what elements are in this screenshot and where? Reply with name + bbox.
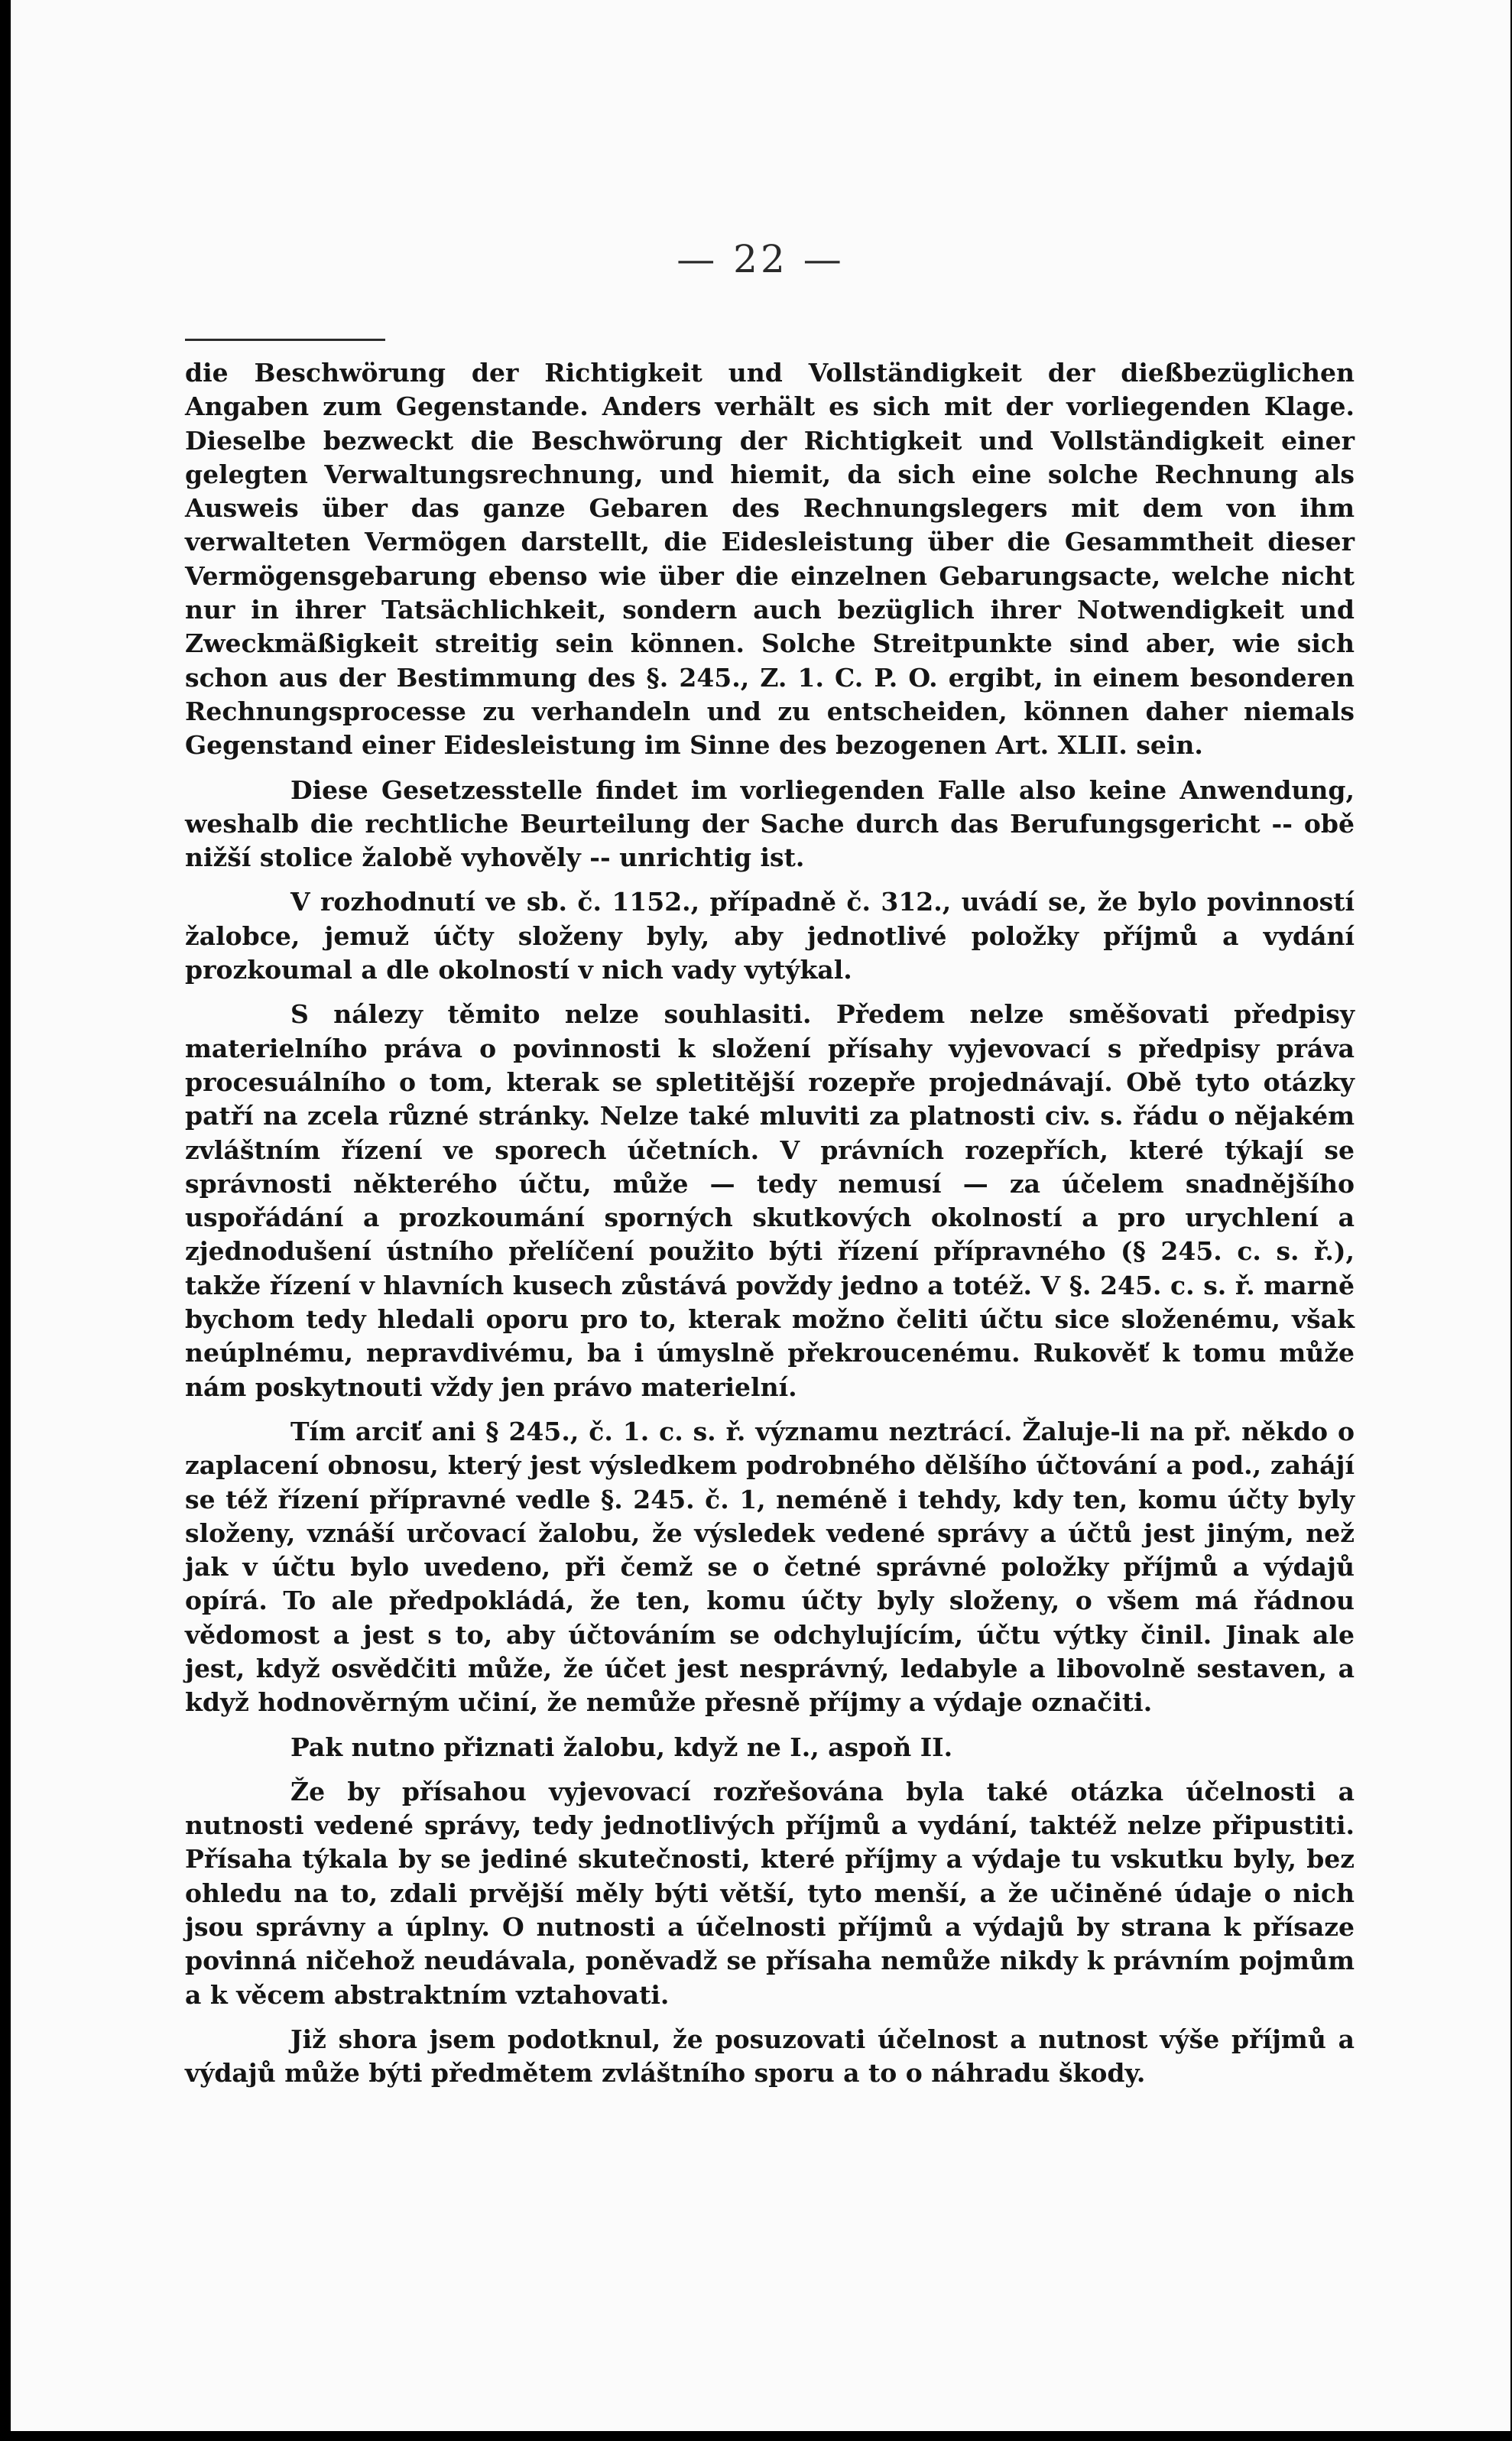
paragraph: Již shora jsem podotknul, že posuzovati účelnost a nutnost výše příjmů a výdajů může býti předmětem zvláštního sporu a to o náhradu škody.	[185, 2024, 1355, 2089]
paragraph: Tím arciť ani § 245., č. 1. c. s. ř. významu neztrácí. Žaluje-li na př. někdo o zaplacení obnosu, který jest výsledkem podrobného dělšího účtování a pod., zahájí se též řízení přípravné vedle §. 245. č. 1, neméně i tehdy, kdy ten, komu účty byly složeny, vznáší určovací žalobu, že výsledek vedené správy a účtů jest jiným, než jak v účtu bylo uvedeno, při čemž se o četné správné položky příjmů a výdajů opírá. To ale předpokládá, že ten, komu účty byly složeny, o všem má řádnou vědomost a jest s to, aby účtováním se odchylujícím, účtu výtky činil. Jinak ale jest, když osvědčiti může, že účet jest nesprávný, ledabyle a libovolně sestaven, a když hodnověrným učiní, že nemůže přesně příjmy a výdaje označiti.	[185, 1416, 1355, 1718]
paragraph: Že by přísahou vyjevovací rozřešována byla také otázka účelnosti a nutnosti vedené správy, tedy jednotlivých příjmů a vydání, taktéž nelze připustiti. Přísaha týkala by se jediné skutečnosti, které příjmy a výdaje tu vskutku byly, bez ohledu na to, zdali prvější měly býti větší, tyto menší, a že učiněné údaje o nich jsou správny a úplny. O nutnosti a účelnosti příjmů a výdajů by strana k přísaze povinná ničehož neudávala, poněvadž se přísaha nemůže nikdy k právním pojmům a k věcem abstraktním vztahovati.	[185, 1776, 1355, 2010]
paragraph: Pak nutno přiznati žalobu, když ne I., aspoň II.	[290, 1732, 953, 1762]
scanned-page	[11, 0, 1510, 2431]
paragraph: V rozhodnutí ve sb. č. 1152., případně č. 312., uvádí se, že bylo povinností žalobce, jemuž účty složeny byly, aby jednotlivé položky příjmů a vydání prozkoumal a dle okolností v nich vady vytýkal.	[185, 887, 1355, 985]
page-number: — 22 —	[677, 237, 845, 281]
body-text	[185, 356, 1355, 2102]
separator-rule	[185, 339, 385, 341]
paragraph: Diese Gesetzesstelle findet im vorliegenden Falle also keine Anwendung, weshalb die rechtliche Beurteilung der Sache durch das Berufungsgericht -- obě nižší stolice žalobě vyhověly -- unrichtig ist.	[185, 774, 1355, 873]
paragraph-continuation: die Beschwörung der Richtigkeit und Vollständigkeit der dießbezüglichen Angaben zum Gegenstande. Anders verhält es sich mit der vorliegenden Klage. Dieselbe bezweckt die Beschwörung der Richtigkeit und Vollständigkeit einer gelegten Verwaltungsrechnung, und hiemit, da sich eine solche Rechnung als Ausweis über das ganze Gebaren des Rechnungslegers mit dem von ihm verwalteten Vermögen darstellt, die Eidesleistung über die Gesammtheit dieser Vermögensgebarung ebenso wie über die einzelnen Gebarungsacte, welche nicht nur in ihrer Tatsächlichkeit, sondern auch bezüglich ihrer Notwendigkeit und Zweckmäßigkeit streitig sein können. Solche Streitpunkte sind aber, wie sich schon aus der Bestimmung des §. 245., Z. 1. C. P. O. ergibt, in einem besonderen Rechnungsprocesse zu verhandeln und zu entscheiden, können daher niemals Gegenstand einer Eidesleistung im Sinne des bezogenen Art. XLII. sein.	[185, 358, 1355, 761]
paragraph: S nálezy těmito nelze souhlasiti. Předem nelze směšovati předpisy materielního práva o povinnosti k složení přísahy vyjevovací s předpisy práva procesuálního o tom, kterak se spletitější rozepře projednávají. Obě tyto otázky patří na zcela různé stránky. Nelze také mluviti za platnosti civ. s. řádu o nějakém zvláštním řízení ve sporech účetních. V právních rozepřích, které týkají se správnosti některého účtu, může — tedy nemusí — za účelem snadnějšího uspořádání a prozkoumání sporných skutkových okolností a pro urychlení a zjednodušení ústního přelíčení použito býti řízení přípravného (§ 245. c. s. ř.), takže řízení v hlavních kusech zůstává povždy jedno a totéž. V §. 245. c. s. ř. marně bychom tedy hledali oporu pro to, kterak možno čeliti účtu sice složenému, však neúplnému, nepravdivému, ba i úmyslně překroucenému. Rukověť k tomu může nám poskytnouti vždy jen právo materielní.	[185, 999, 1355, 1402]
